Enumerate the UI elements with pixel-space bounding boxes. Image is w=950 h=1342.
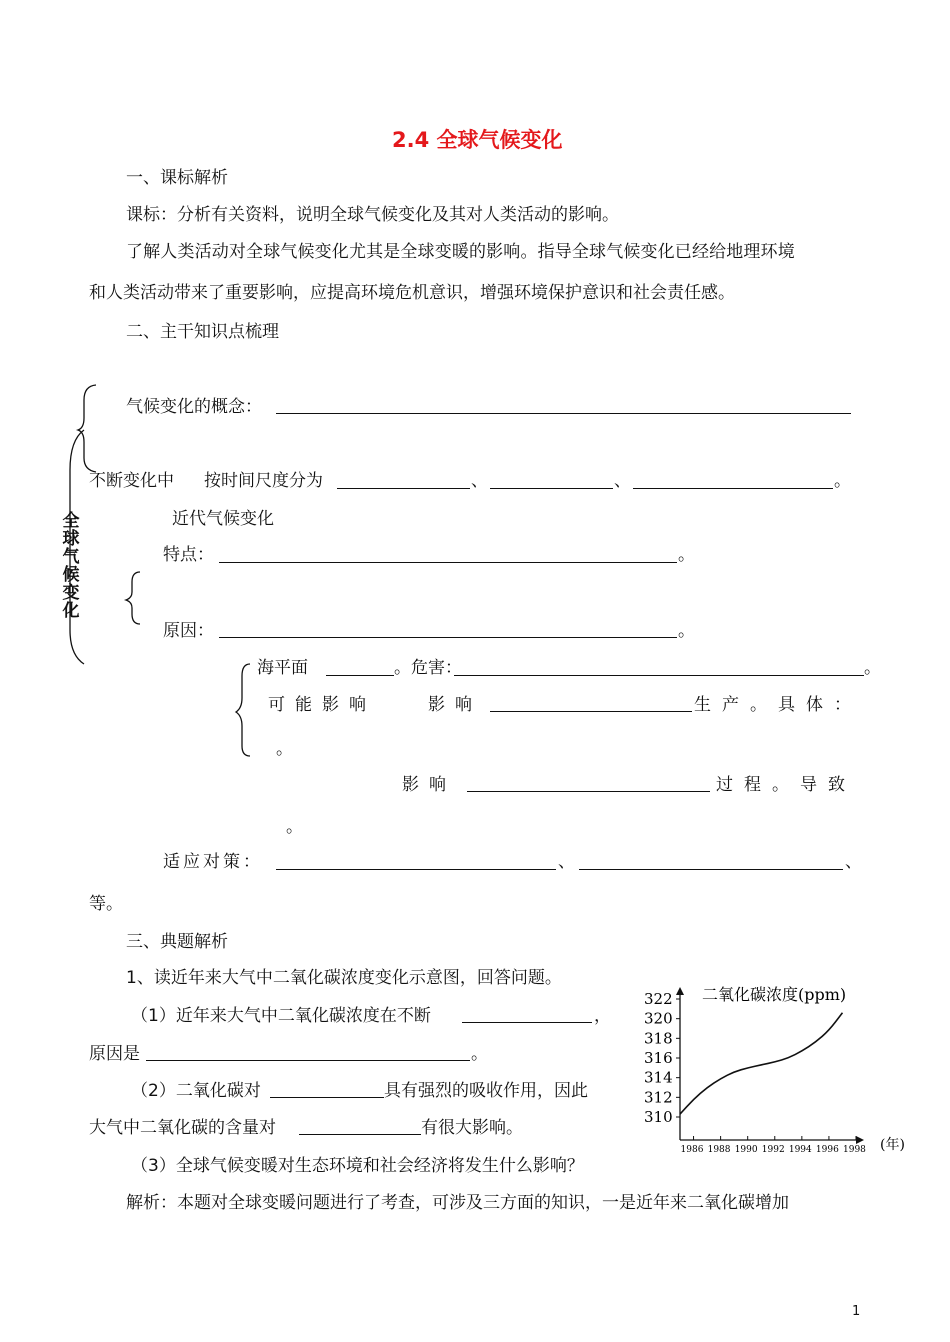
time-scale-label: 按时间尺度分为: [204, 471, 323, 491]
possible-impact-label: 可能影响: [268, 695, 376, 715]
period: 。: [286, 817, 303, 837]
separator: 、: [558, 852, 575, 872]
harm-label: 。危害：: [394, 658, 462, 678]
production-label: 生产。具体：: [694, 695, 862, 715]
y-tick-label: 320: [644, 1009, 673, 1028]
question-part-2b: 大气中二氧化碳的含量对: [89, 1118, 276, 1138]
impact-label-1: 影响: [428, 695, 482, 715]
comma: ，: [594, 1006, 611, 1026]
harm-blank[interactable]: [454, 675, 864, 676]
impact-label-2: 影响: [402, 775, 456, 795]
y-tick-label: 318: [644, 1029, 673, 1048]
brace-impact: [236, 664, 250, 756]
co2-chart: [640, 975, 920, 1165]
y-axis-arrow: [676, 987, 684, 995]
question-part-2b-end: 有很大影响。: [421, 1118, 523, 1138]
countermeasure-blank-2[interactable]: [579, 869, 843, 870]
co2-series-line: [680, 1013, 842, 1114]
sea-level-label: 海平面: [257, 658, 308, 678]
cause-blank[interactable]: [219, 637, 677, 638]
x-tick-label: 1986: [680, 1145, 704, 1155]
x-tick-label: 1988: [707, 1145, 731, 1155]
x-axis-label: (年): [880, 1137, 905, 1153]
vertical-char: 候: [62, 565, 80, 585]
concept-blank[interactable]: [276, 413, 851, 414]
page-title: 2.4 全球气候变化: [392, 128, 563, 152]
x-tick-label: 1992: [761, 1145, 785, 1155]
q1-reason-blank[interactable]: [146, 1060, 470, 1061]
brace-concept: [78, 385, 96, 472]
x-tick-label: 1996: [815, 1145, 839, 1155]
period: 。: [864, 658, 881, 678]
production-impact-blank[interactable]: [490, 711, 692, 712]
curriculum-standard: 课标：分析有关资料，说明全球气候变化及其对人类活动的影响。: [126, 205, 619, 225]
period: 。: [471, 1044, 488, 1064]
x-tick-label: 1994: [788, 1145, 812, 1155]
brace-modern: [126, 572, 140, 624]
etc-label: 等。: [89, 894, 123, 914]
q2-absorb-blank[interactable]: [270, 1097, 384, 1098]
y-tick-label: 312: [644, 1088, 673, 1107]
question-part-1b: 原因是: [89, 1044, 140, 1064]
countermeasure-label: 适应对策：: [163, 852, 263, 872]
y-tick-label: 314: [644, 1068, 673, 1087]
x-tick-label: 1990: [734, 1145, 758, 1155]
concept-label: 气候变化的概念：: [126, 397, 262, 417]
q1-trend-blank[interactable]: [462, 1022, 592, 1023]
modern-change-label: 近代气候变化: [172, 509, 274, 529]
period: 。: [678, 545, 695, 565]
vertical-char: 气: [62, 547, 80, 567]
vertical-char: 化: [62, 601, 80, 621]
vertical-label: [60, 512, 82, 620]
question-part-2a: （2）二氧化碳对: [131, 1081, 261, 1101]
analysis-text: 解析：本题对全球变暖问题进行了考查，可涉及三方面的知识，一是近年来二氧化碳增加: [126, 1193, 789, 1213]
vertical-char: 球: [62, 529, 80, 549]
question-part-3: （3）全球气候变暖对生态环境和社会经济将发生什么影响？: [131, 1156, 584, 1176]
question-part-2a-end: 具有强烈的吸收作用，因此: [384, 1081, 588, 1101]
question-1: 1、读近年来大气中二氧化碳浓度变化示意图，回答问题。: [126, 968, 562, 988]
separator: 、: [614, 471, 631, 491]
time-scale-blank-2[interactable]: [490, 488, 613, 489]
y-tick-label: 322: [644, 990, 673, 1008]
period: 。: [678, 621, 695, 641]
section-heading-3: 三、典题解析: [126, 932, 228, 952]
q2-impact-blank[interactable]: [299, 1134, 421, 1135]
x-tick-label: 1998: [843, 1145, 866, 1155]
separator: 、: [471, 471, 488, 491]
vertical-char: 全: [62, 511, 80, 531]
question-part-1a: （1）近年来大气中二氧化碳浓度在不断: [131, 1006, 431, 1026]
period: 。: [834, 471, 851, 491]
curriculum-desc-line2: 和人类活动带来了重要影响，应提高环境危机意识，增强环境保护意识和社会责任感。: [89, 283, 735, 303]
x-axis-arrow: [856, 1136, 864, 1144]
section-heading-2: 二、主干知识点梳理: [126, 322, 279, 342]
feature-blank[interactable]: [219, 562, 677, 563]
process-label: 过程。导致: [716, 775, 856, 795]
countermeasure-blank-1[interactable]: [276, 869, 556, 870]
curriculum-desc-line1: 了解人类活动对全球气候变化尤其是全球变暖的影响。指导全球气候变化已经给地理环境: [126, 242, 795, 262]
y-tick-label: 316: [644, 1049, 673, 1067]
changing-label: 不断变化中: [89, 471, 174, 491]
period: 。: [276, 739, 293, 759]
separator: 、: [845, 852, 862, 872]
page-number: 1: [852, 1304, 861, 1319]
y-tick-label: 310: [644, 1108, 673, 1126]
vertical-char: 变: [62, 583, 80, 603]
time-scale-blank-1[interactable]: [337, 488, 470, 489]
time-scale-blank-3[interactable]: [633, 488, 833, 489]
process-impact-blank[interactable]: [467, 791, 710, 792]
chart-title: 二氧化碳浓度(ppm): [702, 985, 847, 1004]
cause-label: 原因：: [163, 621, 214, 641]
sea-level-blank[interactable]: [326, 675, 394, 676]
section-heading-1: 一、课标解析: [126, 168, 228, 188]
feature-label: 特点：: [163, 545, 214, 565]
